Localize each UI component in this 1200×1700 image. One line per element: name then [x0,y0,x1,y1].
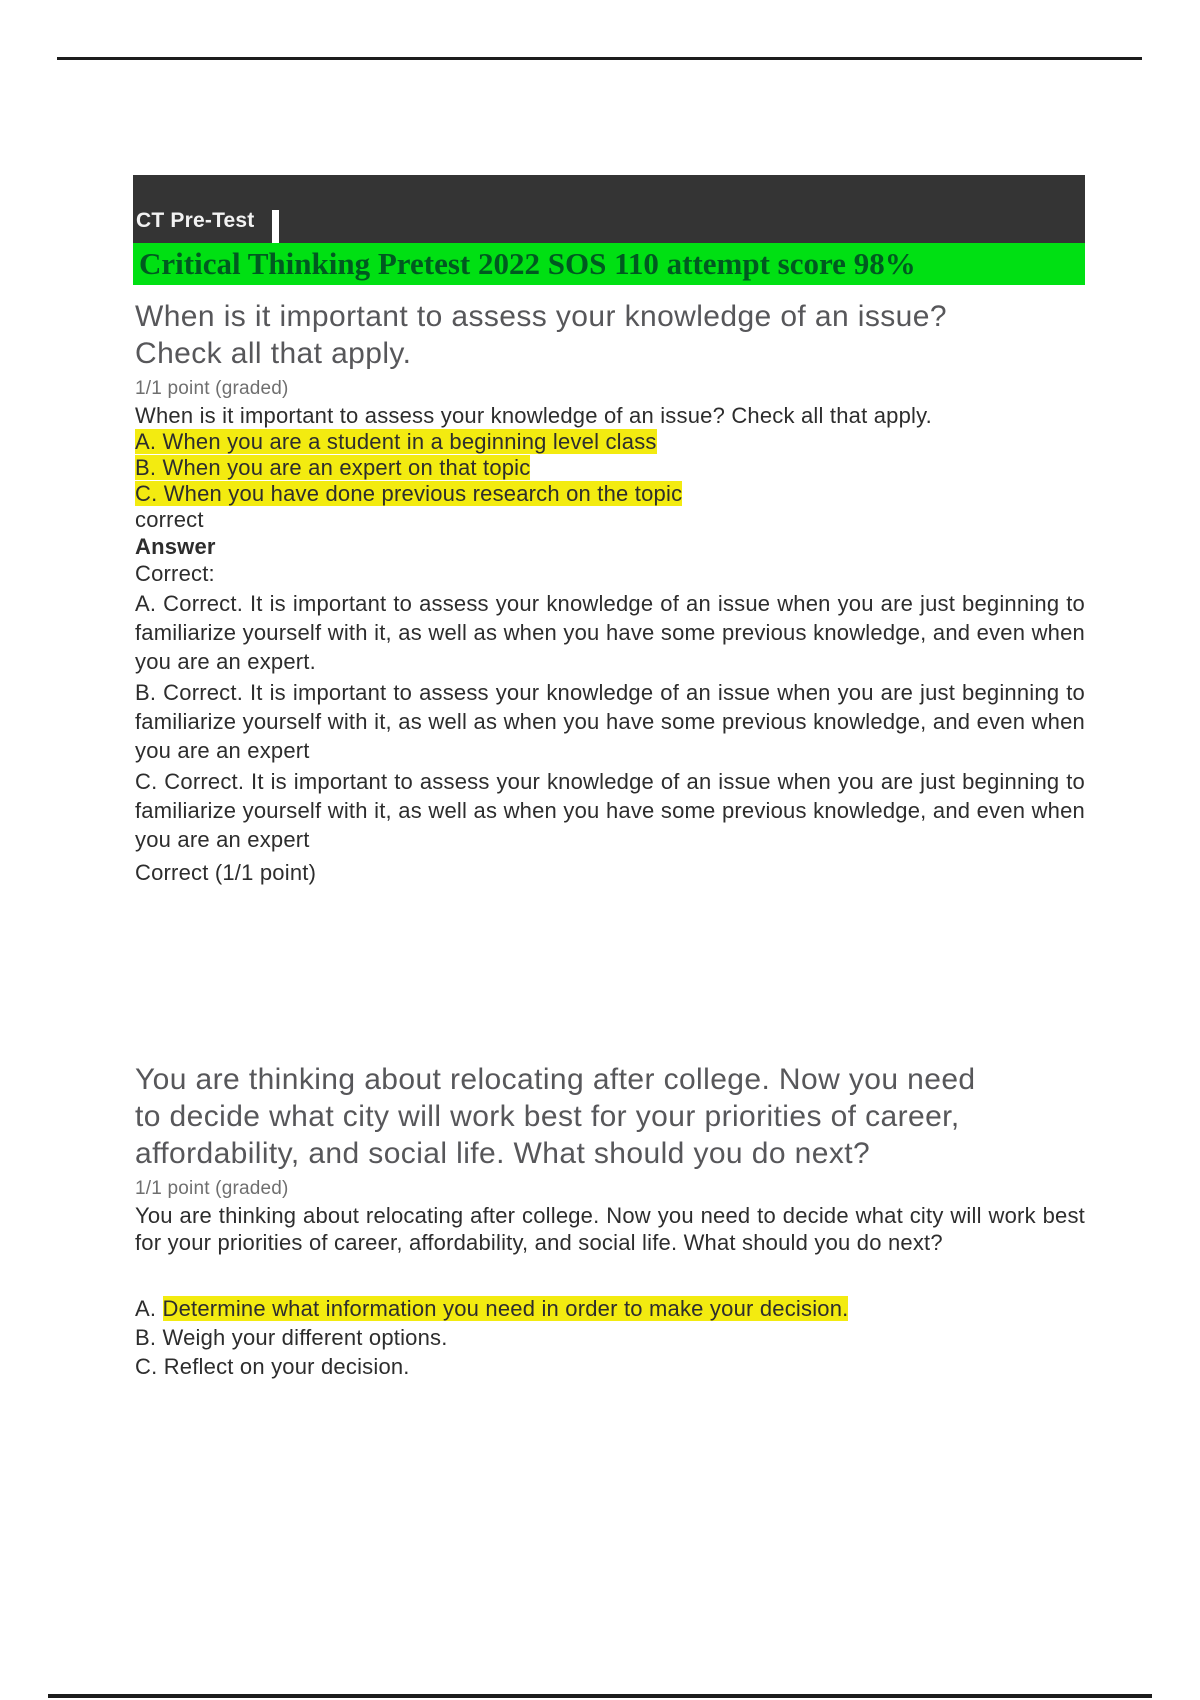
correct-label: Correct: [135,561,215,586]
question-2-heading: You are thinking about relocating after college. Now you need to decide what city will work best for your priorities of career, affordability, and social life. What should you do next? [135,1063,976,1170]
option-c [135,1352,1085,1381]
option-b-text: Weigh your different options. [162,1325,448,1350]
option-c-text: C. When you have done previous research on the topic [135,481,683,506]
question-1 [133,298,1085,886]
option-a [135,429,1085,455]
option-b-prefix: B. [135,1325,163,1350]
answer-label: Answer [135,534,216,559]
question-1-result: Correct (1/1 point) [135,860,317,885]
status-correct: correct [135,507,204,532]
question-1-heading: When is it important to assess your knowledge of an issue? Check all that apply. [135,300,947,370]
doc-tab-bar [133,175,1085,243]
doc-title: Critical Thinking Pretest 2022 SOS 110 attempt score 98% [133,243,1085,285]
explanation-c: C. Correct. It is important to assess your knowledge of an issue when you are just beginning to familiarize yourself with it, as well as when you have some previous knowledge, and even when you are an expert [135,769,1085,852]
option-c-prefix: C. [135,1354,164,1379]
explanation-a: A. Correct. It is important to assess your knowledge of an issue when you are just beginning to familiarize yourself with it, as well as when you have some previous knowledge, and even when you are an expert. [135,591,1085,674]
question-2 [133,1061,1085,1381]
text-cursor [272,210,279,243]
option-a [135,1294,1085,1323]
question-2-body: You are thinking about relocating after college. Now you need to decide what city will work best for your priorities of career, affordability, and social life. What should you do next? [135,1203,1085,1255]
doc-tab-title: CT Pre-Test [136,209,255,232]
top-rule [57,57,1142,60]
question-2-options [135,1294,1085,1381]
question-1-body: When is it important to assess your knowledge of an issue? Check all that apply. [135,403,932,428]
option-a-text: Determine what information you need in order to make your decision. [162,1296,849,1321]
explanation-b: B. Correct. It is important to assess your knowledge of an issue when you are just beginning to familiarize yourself with it, as well as when you have some previous knowledge, and even when you are an expert [135,680,1085,763]
question-1-options [135,429,1085,507]
question-1-points: 1/1 point (graded) [135,378,289,399]
option-a-prefix: A. [135,1296,163,1321]
question-2-points: 1/1 point (graded) [135,1178,289,1199]
document-content [133,175,1085,1381]
option-b-text: B. When you are an expert on that topic [135,455,531,480]
option-a-text: A. When you are a student in a beginning level class [135,429,657,454]
bottom-rule [48,1694,1152,1698]
option-c-text: Reflect on your decision. [163,1354,410,1379]
option-c [135,481,1085,507]
option-b [135,1323,1085,1352]
option-b [135,455,1085,481]
